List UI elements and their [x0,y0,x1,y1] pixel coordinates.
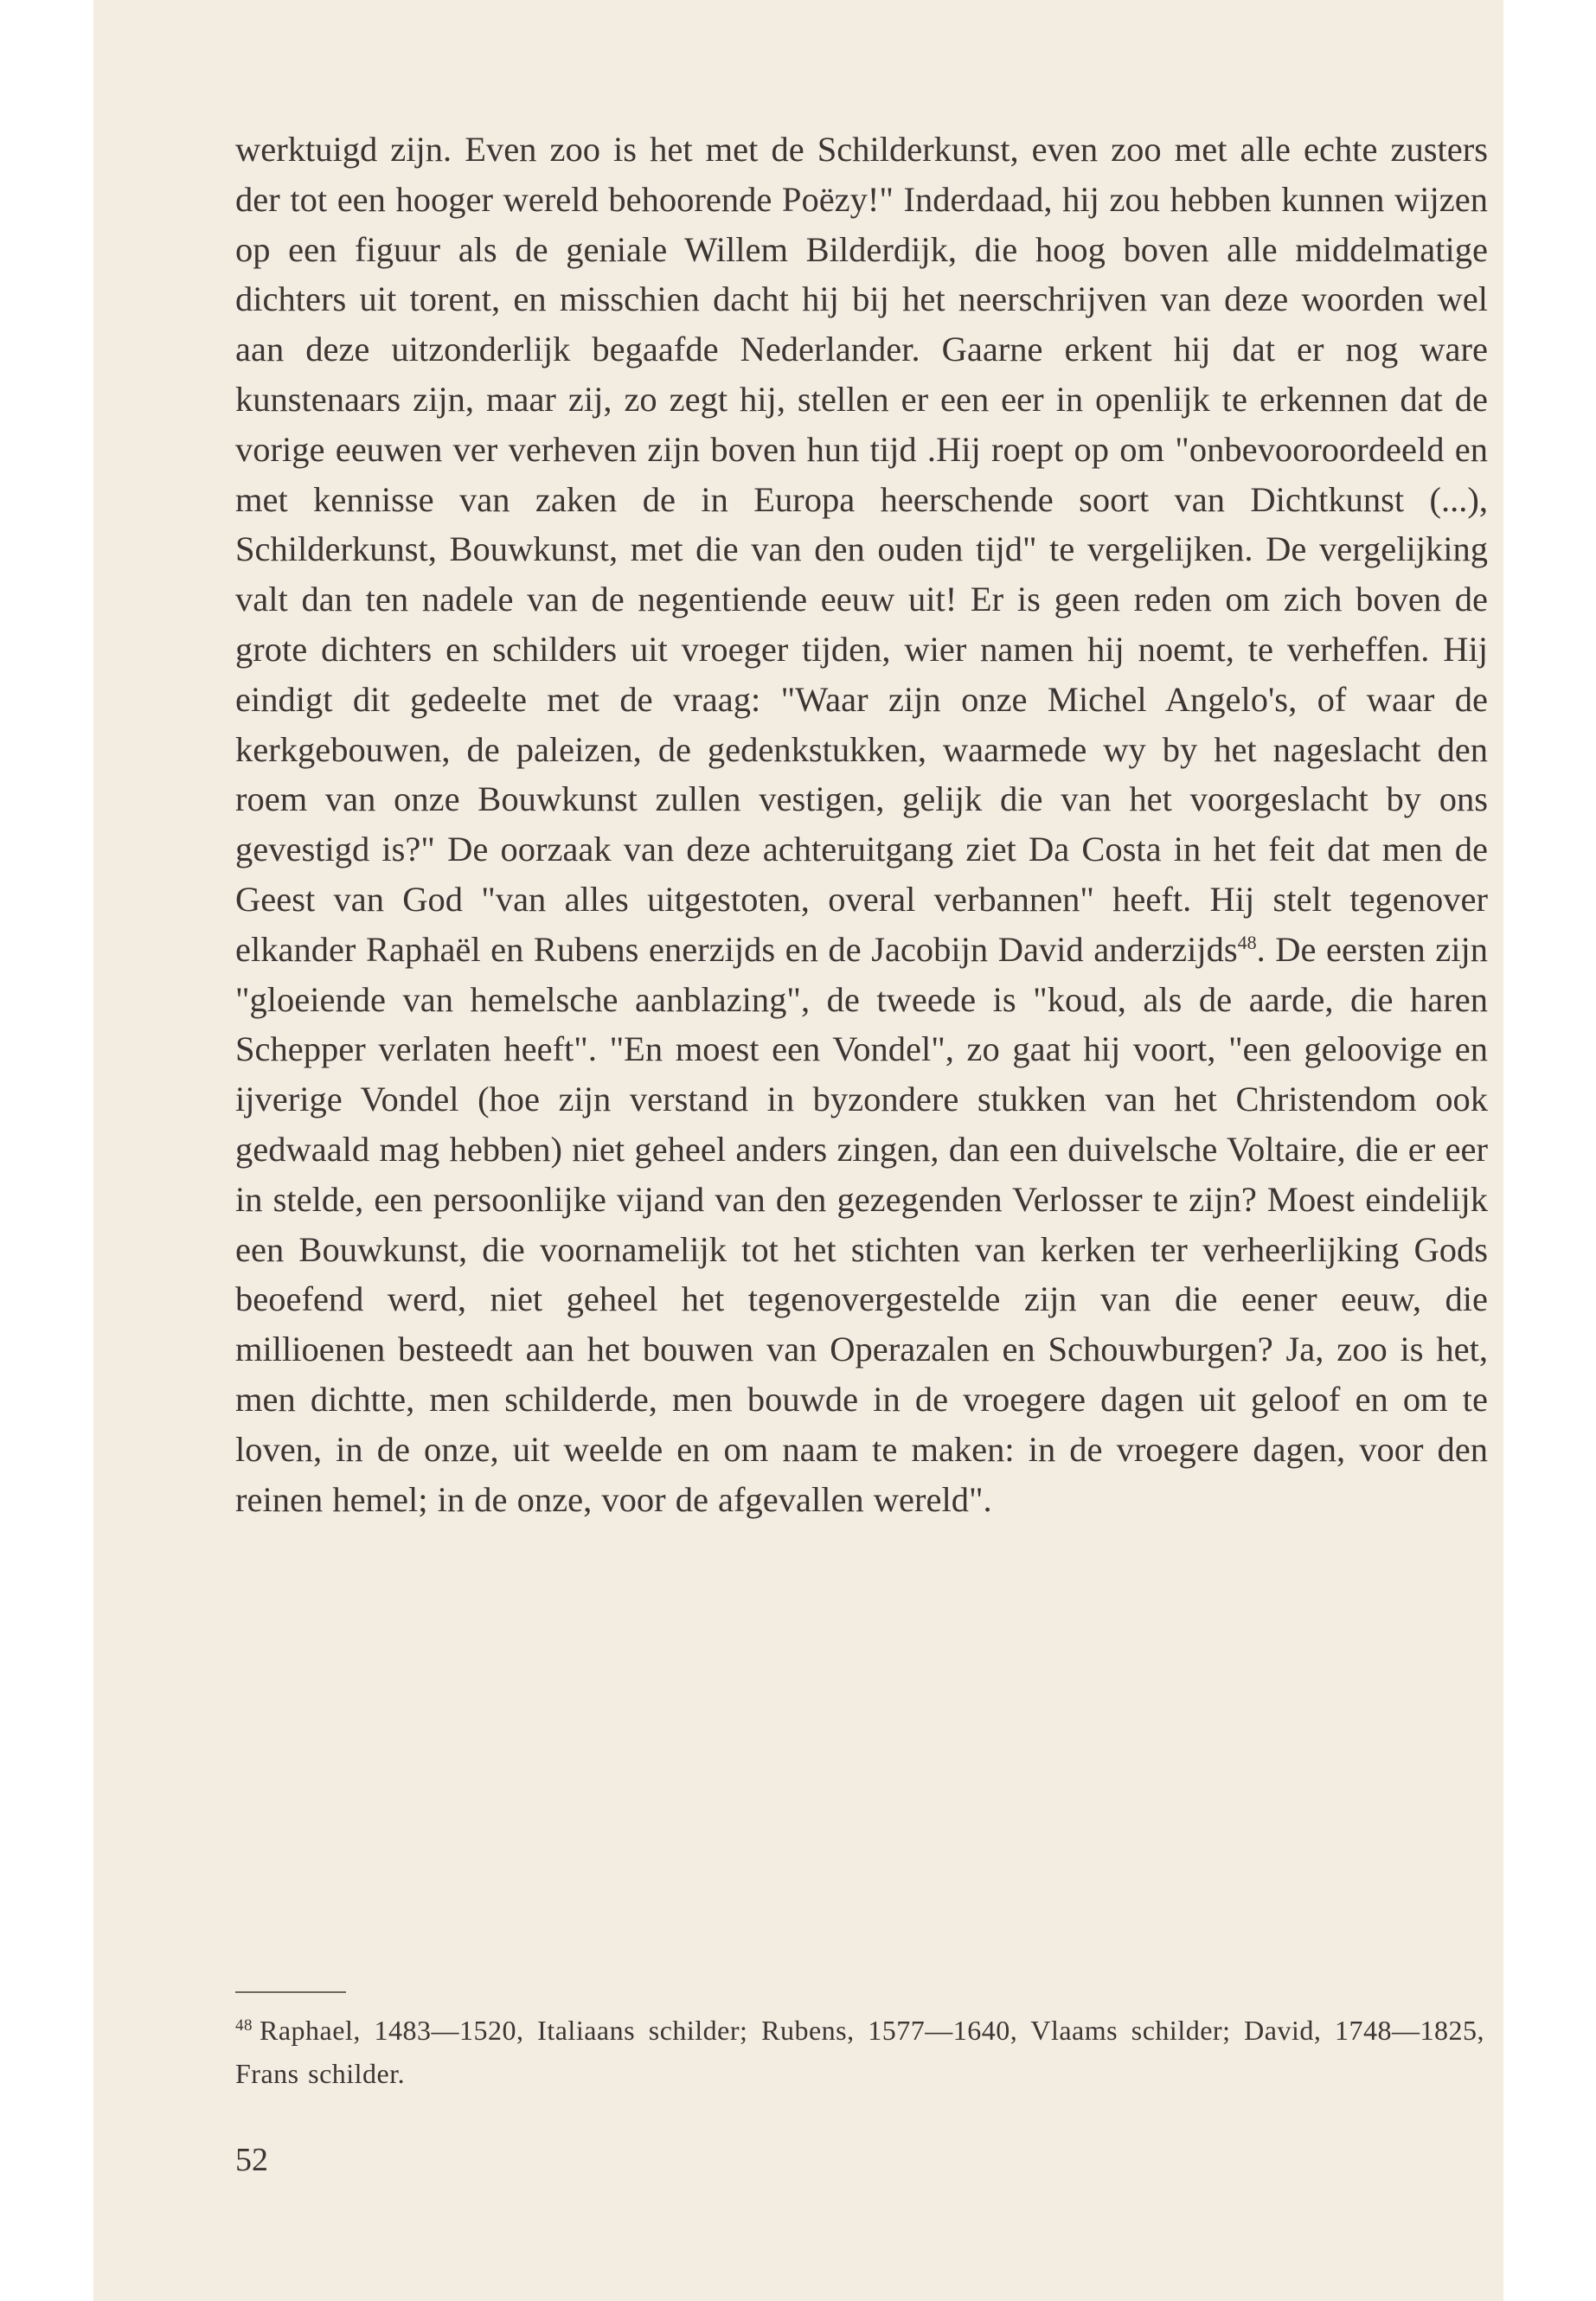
footnote [235,2009,1484,2095]
footnote-divider [235,1991,346,1993]
page-number: 52 [235,2142,268,2178]
footnote-text: Raphael, 1483—1520, Italiaans schilder; Rubens, 1577—1640, Vlaams schilder; David, 1748—1825, Frans schilder. [235,2015,1484,2089]
body-text-part-2: . De eersten zijn "gloeiende van hemelsche aanblazing", de tweede is "koud, als de aarde, die haren Schepper verlaten heeft". "En moest een Vondel", zo gaat hij voort, "een geloovige en ijverige Vondel (hoe zijn verstand in byzondere stukken van het Christendom ook gedwaald mag hebben) niet geheel anders zingen, dan een duivelsche Voltaire, die er eer in stelde, een persoonlijke vijand van den gezegenden Verlosser te zijn? Moest eindelijk een Bouwkunst, die voornamelijk tot het stichten van kerken ter verheerlijking Gods beoefend werd, niet geheel het tegenovergestelde zijn van die eener eeuw, die millioenen besteedt aan het bouwen van Operazalen en Schouwburgen? Ja, zoo is het, men dichtte, men schilderde, men bouwde in de vroegere dagen uit geloof en om te loven, in de onze, uit weelde en om naam te maken: in de vroegere dagen, voor den reinen hemel; in de onze, voor de afgevallen wereld". [235,929,1488,1519]
footnote-number: 48 [235,2016,253,2035]
body-text-part-1: werktuigd zijn. Even zoo is het met de Schilderkunst, even zoo met alle echte zusters der tot een hooger wereld behoorende Poëzy!" Inderdaad, hij zou hebben kunnen wijzen op een figuur als de geniale Willem Bilderdijk, die hoog boven alle middelmatige dichters uit torent, en misschien dacht hij bij het neerschrijven van deze woorden wel aan deze uitzonderlijk begaafde Nederlander. Gaarne erkent hij dat er nog ware kunstenaars zijn, maar zij, zo zegt hij, stellen er een eer in openlijk te erkennen dat de vorige eeuwen ver verheven zijn boven hun tijd .Hij roept op om "onbevooroordeeld en met kennisse van zaken de in Europa heerschende soort van Dichtkunst (...), Schilderkunst, Bouwkunst, met die van den ouden tijd" te vergelijken. De vergelijking valt dan ten nadele van de negentiende eeuw uit! Er is geen reden om zich boven de grote dichters en schilders uit vroeger tijden, wier namen hij noemt, te verheffen. Hij eindigt dit gedeelte met de vraag: "Waar zijn onze Michel Angelo's, of waar de kerkgebouwen, de paleizen, de gedenkstukken, waarmede wy by het nageslacht den roem van onze Bouwkunst zullen vestigen, gelijk die van het voorgeslacht by ons gevestigd is?" De oorzaak van deze achteruitgang ziet Da Costa in het feit dat men de Geest van God "van alles uitgestoten, overal verbannen" heeft. Hij stelt tegenover elkander Raphaël en Rubens enerzijds en de Jacobijn David anderzijds [235,130,1488,969]
body-text [235,125,1488,1524]
footnote-reference: 48 [1237,931,1257,953]
book-page [93,0,1503,2301]
